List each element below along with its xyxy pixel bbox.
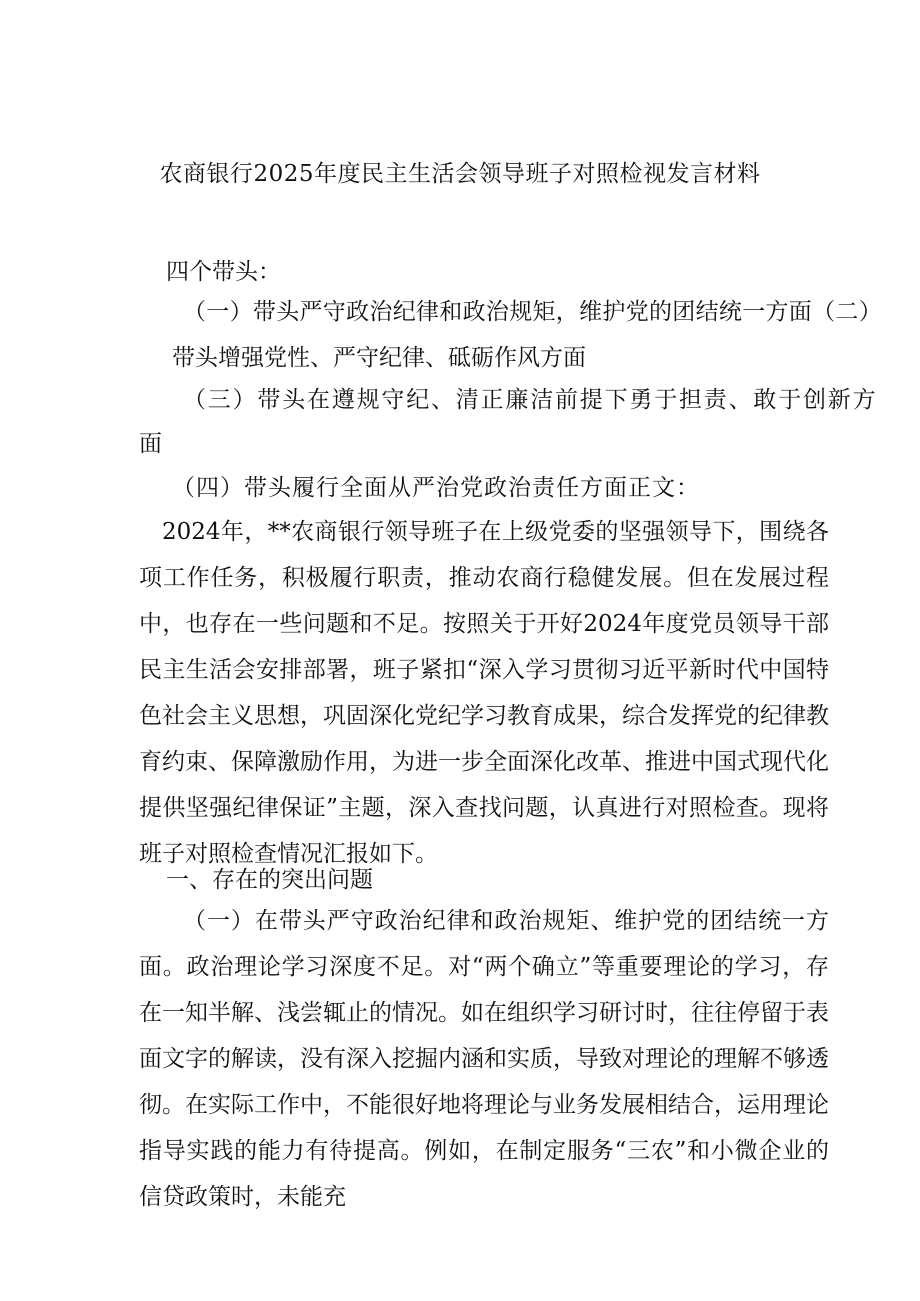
section-1-paragraph: （一）在带头严守政治纪律和政治规矩、维护党的团结统一方面。政治理论学习深度不足。对“两个确立”等重要理论的学习，存在一知半解、浅尝辄止的情况。如在组织学习研讨时，往往停留于表面文字的解读，没有深入挖掘内涵和实质，导致对理论的理解不够透彻。在实际工作中，不能很好地将理论与业务发展相结合，运用理论指导实践的能力有待提高。例如，在制定服务“三农”和小微企业的信贷政策时，未能充 bbox=[139, 908, 829, 1210]
document-title: 农商银行2025年度民主生活会领导班子对照检视发言材料 bbox=[159, 161, 761, 187]
section-1-heading: 一、存在的突出问题 bbox=[166, 867, 373, 893]
outline-item-1-line-1: （一）带头严守政治纪律和政治规矩，维护党的团结统一方面（二） bbox=[183, 299, 882, 325]
outline-item-3-line-1: （三）带头在遵规守纪、清正廉洁前提下勇于担责、敢于创新方 bbox=[183, 387, 878, 413]
outline-item-1-line-2: 带头增强党性、严守纪律、砥砺作风方面 bbox=[172, 345, 586, 371]
outline-item-4: （四）带头履行全面从严治党政治责任方面正文： bbox=[172, 475, 700, 501]
intro-paragraph: 2024年，**农商银行领导班子在上级党委的坚强领导下，围绕各项工作任务，积极履行职责，推动农商行稳健发展。但在发展过程中，也存在一些问题和不足。按照关于开好2024年度党员领导干部民主生活会安排部署，班子紧扣“深入学习贯彻习近平新时代中国特色社会主义思想，巩固深化党纪学习教育成果，综合发挥党的纪律教育约束、保障激励作用，为进一步全面深化改革、推进中国式现代化提供坚强纪律保证”主题，深入查找问题，认真进行对照检查。现将班子对照检查情况汇报如下。 bbox=[139, 519, 829, 867]
outline-heading: 四个带头： bbox=[166, 259, 281, 285]
outline-item-3-line-2: 面 bbox=[139, 431, 162, 457]
